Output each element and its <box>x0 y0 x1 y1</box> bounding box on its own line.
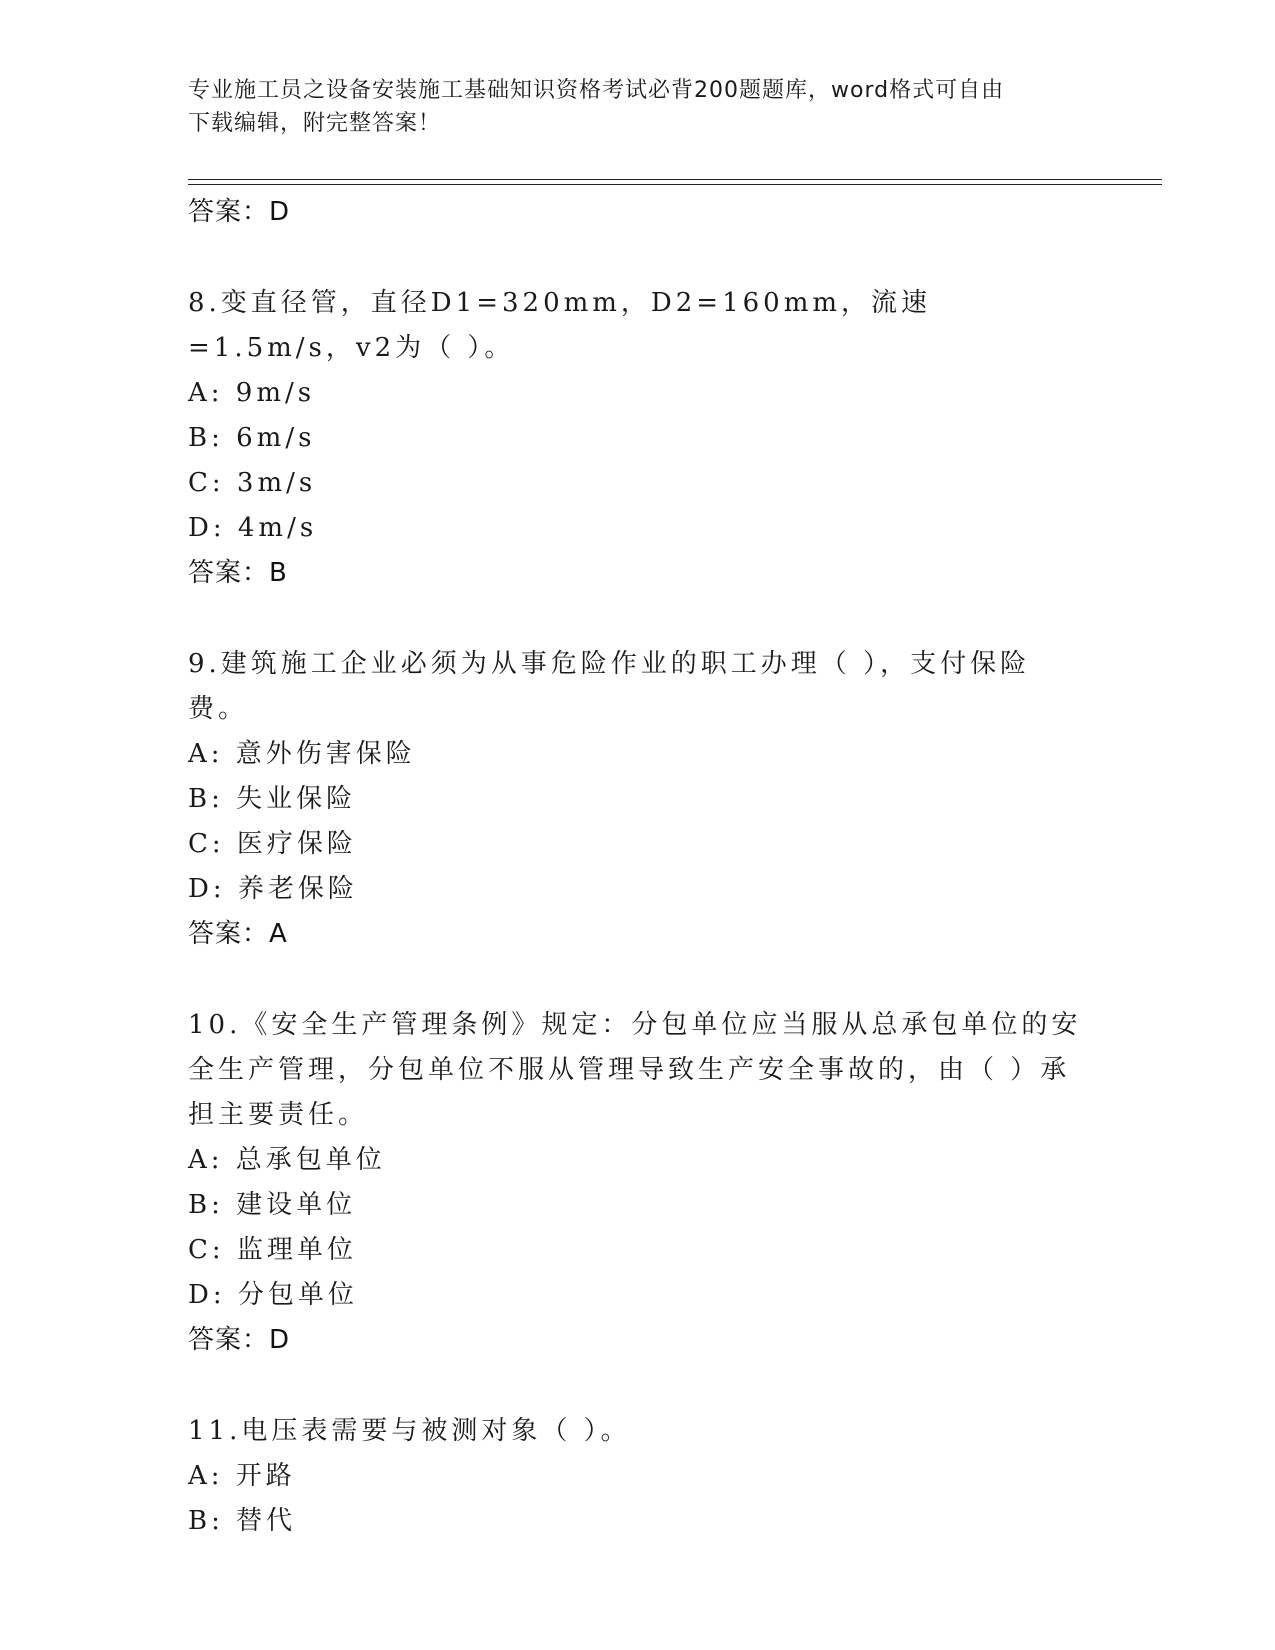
option-b: B: 替代 <box>188 1506 297 1536</box>
header-divider-bottom <box>188 184 1162 185</box>
question-text: 10.《安全生产管理条例》规定：分包单位应当服从总承包单位的安全生产管理，分包单位不服从管理导致生产安全事故的，由（ ）承担主要责任。 <box>188 1010 1082 1130</box>
question-block <box>188 281 1088 596</box>
option-a: A: 9m/s <box>188 378 316 408</box>
option-b: B: 失业保险 <box>188 784 357 814</box>
answer-line: 答案：B <box>188 558 288 588</box>
question-block <box>188 1003 1088 1363</box>
option-c: C: 3m/s <box>188 468 317 498</box>
answer-line: 答案：A <box>188 919 288 949</box>
previous-answer: 答案：D <box>188 197 291 227</box>
option-b: B: 6m/s <box>188 423 316 453</box>
question-block <box>188 642 1088 957</box>
option-c: C: 医疗保险 <box>188 829 357 859</box>
option-a: A: 开路 <box>188 1461 296 1491</box>
option-d: D: 养老保险 <box>188 874 358 904</box>
question-list <box>188 190 1088 1544</box>
question-text: 11.电压表需要与被测对象（ ）。 <box>188 1416 631 1446</box>
header-line-1: 专业施工员之设备安装施工基础知识资格考试必背200题题库，word格式可自由 <box>188 78 1005 103</box>
option-d: D: 4m/s <box>188 513 318 543</box>
document-header <box>188 74 1068 140</box>
option-c: C: 监理单位 <box>188 1235 357 1265</box>
option-b: B: 建设单位 <box>188 1190 357 1220</box>
question-text: 8.变直径管，直径D1=320mm，D2=160mm，流速=1.5m/s，v2为（ ）。 <box>188 288 932 363</box>
option-d: D: 分包单位 <box>188 1280 358 1310</box>
question-text: 9.建筑施工企业必须为从事危险作业的职工办理（ ），支付保险费。 <box>188 649 1031 724</box>
question-block <box>188 1409 1088 1544</box>
header-line-2: 下载编辑，附完整答案！ <box>188 111 442 136</box>
answer-line: 答案：D <box>188 1325 291 1355</box>
option-a: A: 总承包单位 <box>188 1145 386 1175</box>
header-divider-top <box>188 179 1162 180</box>
option-a: A: 意外伤害保险 <box>188 739 416 769</box>
